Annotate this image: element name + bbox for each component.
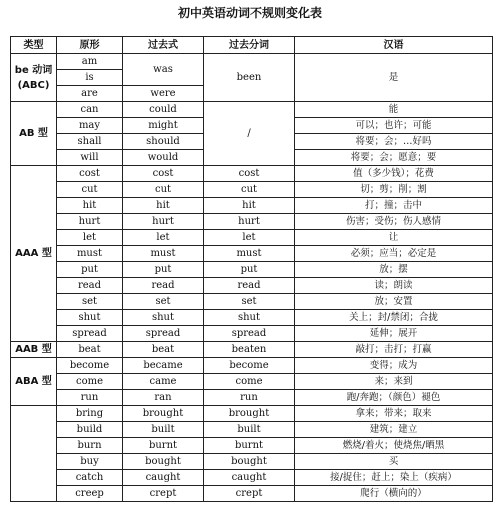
table-row	[11, 358, 493, 374]
table-header-row	[11, 37, 493, 54]
chinese-meaning-cell: 能	[295, 102, 493, 118]
base-form-cell: will	[57, 150, 123, 166]
base-form-cell: cost	[57, 166, 123, 182]
past-participle-cell: hurt	[204, 214, 295, 230]
chinese-meaning-cell: 切；剪；削；割	[295, 182, 493, 198]
base-form-cell: bring	[57, 406, 123, 422]
past-tense-cell: burnt	[123, 438, 204, 454]
base-form-cell: are	[57, 86, 123, 102]
past-tense-cell: might	[123, 118, 204, 134]
past-tense-cell: could	[123, 102, 204, 118]
base-form-cell: am	[57, 54, 123, 70]
base-form-cell: spread	[57, 326, 123, 342]
chinese-meaning-cell: 买	[295, 454, 493, 470]
table-row	[11, 422, 493, 438]
verb-type-cell: ABA 型	[11, 358, 57, 406]
base-form-cell: beat	[57, 342, 123, 358]
past-tense-cell: ran	[123, 390, 204, 406]
table-row	[11, 262, 493, 278]
chinese-meaning-cell: 爬行（横向的）	[295, 486, 493, 502]
table-row	[11, 470, 493, 486]
base-form-cell: come	[57, 374, 123, 390]
past-tense-cell: crept	[123, 486, 204, 502]
table-row	[11, 166, 493, 182]
table-row	[11, 294, 493, 310]
table-row	[11, 342, 493, 358]
past-tense-cell: let	[123, 230, 204, 246]
chinese-meaning-cell: 建筑；建立	[295, 422, 493, 438]
chinese-meaning-cell: 敲打；击打；打赢	[295, 342, 493, 358]
past-tense-cell: must	[123, 246, 204, 262]
base-form-cell: cut	[57, 182, 123, 198]
past-participle-cell: must	[204, 246, 295, 262]
base-form-cell: hit	[57, 198, 123, 214]
header-past-tense: 过去式	[123, 37, 204, 54]
verb-type-cell: be 动词 (ABC)	[11, 54, 57, 102]
past-tense-cell: brought	[123, 406, 204, 422]
past-participle-cell: cost	[204, 166, 295, 182]
table-row	[11, 198, 493, 214]
past-participle-cell: spread	[204, 326, 295, 342]
past-tense-cell: hurt	[123, 214, 204, 230]
past-tense-cell: became	[123, 358, 204, 374]
past-tense-cell: beat	[123, 342, 204, 358]
chinese-meaning-cell: 来；来到	[295, 374, 493, 390]
table-row	[11, 374, 493, 390]
table-row	[11, 454, 493, 470]
past-participle-cell: crept	[204, 486, 295, 502]
base-form-cell: build	[57, 422, 123, 438]
chinese-meaning-cell: 将要；会；愿意；要	[295, 150, 493, 166]
table-row	[11, 438, 493, 454]
past-participle-cell: beaten	[204, 342, 295, 358]
chinese-meaning-cell: 将要；会；…好吗	[295, 134, 493, 150]
base-form-cell: set	[57, 294, 123, 310]
chinese-meaning-cell: 接/捉住；赶上；染上（疾病）	[295, 470, 493, 486]
table-row	[11, 390, 493, 406]
past-participle-cell: bought	[204, 454, 295, 470]
base-form-cell: may	[57, 118, 123, 134]
verb-type-cell: AAB 型	[11, 342, 57, 358]
table-row	[11, 486, 493, 502]
irregular-verb-table	[10, 36, 493, 502]
table-row	[11, 54, 493, 70]
base-form-cell: run	[57, 390, 123, 406]
base-form-cell: is	[57, 70, 123, 86]
past-participle-cell: let	[204, 230, 295, 246]
past-participle-cell: run	[204, 390, 295, 406]
past-participle-cell: put	[204, 262, 295, 278]
past-participle-cell: caught	[204, 470, 295, 486]
verb-type-cell: AB 型	[11, 102, 57, 166]
past-tense-cell: bought	[123, 454, 204, 470]
past-tense-cell: cost	[123, 166, 204, 182]
base-form-cell: must	[57, 246, 123, 262]
base-form-cell: shut	[57, 310, 123, 326]
table-row	[11, 230, 493, 246]
base-form-cell: let	[57, 230, 123, 246]
header-past-participle: 过去分词	[204, 37, 295, 54]
past-tense-cell: caught	[123, 470, 204, 486]
base-form-cell: catch	[57, 470, 123, 486]
chinese-meaning-cell: 必须；应当；必定是	[295, 246, 493, 262]
past-participle-cell: built	[204, 422, 295, 438]
table-row	[11, 214, 493, 230]
past-participle-cell: become	[204, 358, 295, 374]
chinese-meaning-cell: 放；安置	[295, 294, 493, 310]
past-tense-cell: came	[123, 374, 204, 390]
table-row	[11, 246, 493, 262]
base-form-cell: buy	[57, 454, 123, 470]
chinese-meaning-cell: 跑/奔跑；（颜色）褪色	[295, 390, 493, 406]
past-tense-cell: were	[123, 86, 204, 102]
past-tense-cell: read	[123, 278, 204, 294]
base-form-cell: put	[57, 262, 123, 278]
past-participle-cell: been	[204, 54, 295, 102]
past-participle-cell: /	[204, 102, 295, 166]
past-tense-cell: spread	[123, 326, 204, 342]
chinese-meaning-cell: 关上；封/禁闭；合拢	[295, 310, 493, 326]
chinese-meaning-cell: 燃烧/着火；使烧焦/晒黑	[295, 438, 493, 454]
chinese-meaning-cell: 读；朗读	[295, 278, 493, 294]
table-body	[11, 54, 493, 502]
chinese-meaning-cell: 可以；也许；可能	[295, 118, 493, 134]
past-tense-cell: built	[123, 422, 204, 438]
header-type: 类型	[11, 37, 57, 54]
table-row	[11, 278, 493, 294]
table-row	[11, 406, 493, 422]
past-tense-cell: shut	[123, 310, 204, 326]
chinese-meaning-cell: 延伸；展开	[295, 326, 493, 342]
past-tense-cell: cut	[123, 182, 204, 198]
base-form-cell: shall	[57, 134, 123, 150]
past-tense-cell: should	[123, 134, 204, 150]
chinese-meaning-cell: 伤害；受伤；伤人感情	[295, 214, 493, 230]
header-base-form: 原形	[57, 37, 123, 54]
chinese-meaning-cell: 变得；成为	[295, 358, 493, 374]
base-form-cell: hurt	[57, 214, 123, 230]
past-tense-cell: set	[123, 294, 204, 310]
page-title: 初中英语动词不规则变化表	[177, 6, 322, 20]
verb-type-cell: AAA 型	[11, 166, 57, 342]
base-form-cell: burn	[57, 438, 123, 454]
chinese-meaning-cell: 打；撞；击中	[295, 198, 493, 214]
table-row	[11, 102, 493, 118]
past-participle-cell: brought	[204, 406, 295, 422]
past-participle-cell: set	[204, 294, 295, 310]
past-participle-cell: cut	[204, 182, 295, 198]
past-tense-cell: would	[123, 150, 204, 166]
verb-type-cell	[11, 406, 57, 502]
table-row	[11, 182, 493, 198]
chinese-meaning-cell: 拿来；带来；取来	[295, 406, 493, 422]
base-form-cell: can	[57, 102, 123, 118]
base-form-cell: creep	[57, 486, 123, 502]
past-participle-cell: shut	[204, 310, 295, 326]
chinese-meaning-cell: 是	[295, 54, 493, 102]
base-form-cell: become	[57, 358, 123, 374]
past-participle-cell: come	[204, 374, 295, 390]
chinese-meaning-cell: 放；摆	[295, 262, 493, 278]
base-form-cell: read	[57, 278, 123, 294]
past-tense-cell: put	[123, 262, 204, 278]
table-row	[11, 310, 493, 326]
past-tense-cell: was	[123, 54, 204, 86]
past-participle-cell: burnt	[204, 438, 295, 454]
chinese-meaning-cell: 值（多少钱）；花费	[295, 166, 493, 182]
past-participle-cell: read	[204, 278, 295, 294]
header-chinese: 汉语	[295, 37, 493, 54]
past-participle-cell: hit	[204, 198, 295, 214]
chinese-meaning-cell: 让	[295, 230, 493, 246]
table-row	[11, 326, 493, 342]
past-tense-cell: hit	[123, 198, 204, 214]
